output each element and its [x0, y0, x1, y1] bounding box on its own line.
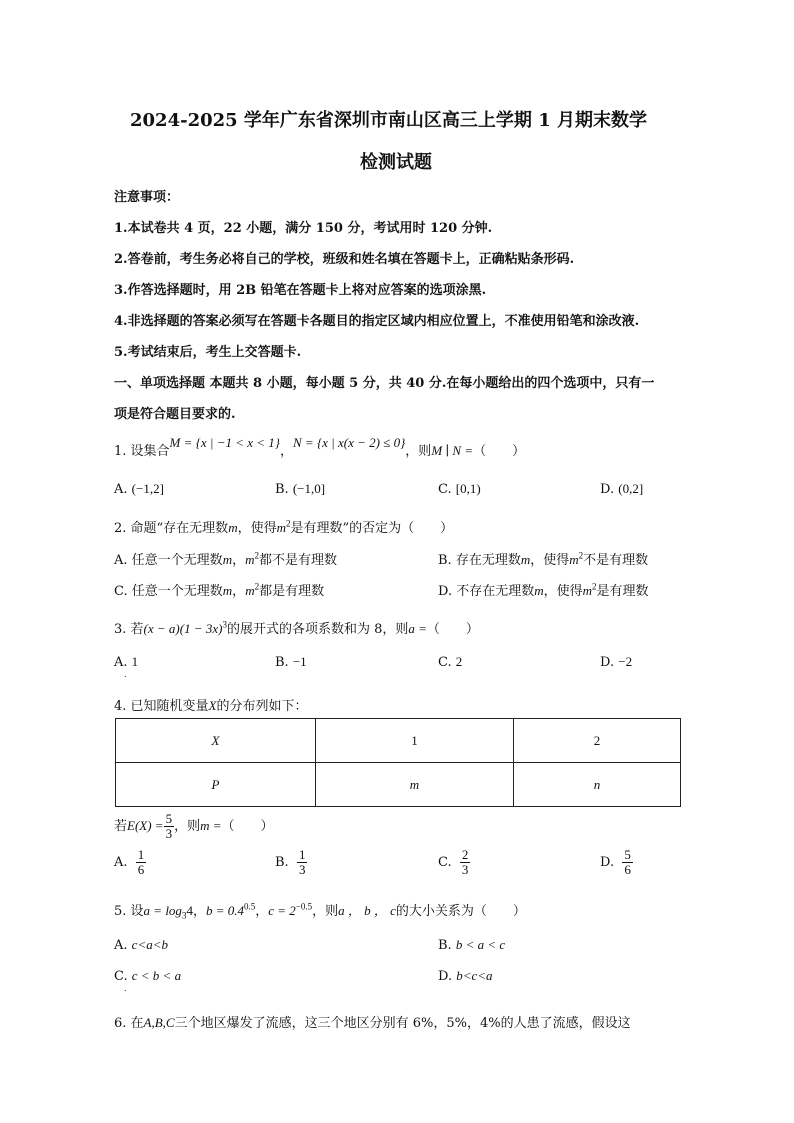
q5-option-b: B. b < a < c: [438, 937, 506, 953]
q3-option-c: C. 2: [438, 654, 463, 670]
note-item-3: 3.作答选择题时，用 2B 铅笔在答题卡上将对应答案的选项涂黑.: [114, 283, 487, 298]
page-title-line1: 2024-2025 学年广东省深圳市南山区高三上学期 1 月期末数学: [130, 110, 647, 131]
q5-option-c: C. c < b < a: [114, 968, 182, 984]
q1-option-a: A. (−1,2]: [114, 481, 164, 497]
page-title-line2: 检测试题: [360, 152, 432, 173]
q2-option-b: B. 存在无理数m，使得$m^2$不是有理数: [438, 550, 649, 568]
table-row: [116, 719, 681, 763]
stray-dot: .: [124, 670, 127, 679]
q4-option-b: B. $\frac{1}{3}$: [275, 847, 306, 877]
question-2-stem: 2. 命题“存在无理数m，使得$m^2$是有理数”的否定为（ ）: [114, 518, 454, 536]
question-3-stem: 3. 若$(x - a)(1 - 3x)^3$的展开式的各项系数和为 8，则a =（ ）: [114, 619, 479, 637]
table-cell: 1: [316, 719, 514, 763]
table-cell: 2: [514, 719, 681, 763]
q2-option-d: D. 不存在无理数m，使得$m^2$是有理数: [438, 581, 649, 599]
stray-dot: .: [124, 984, 127, 993]
set-n: N = {x | x(x − 2) ≤ 0}: [293, 435, 406, 450]
q5-option-a: A. c<a<b: [114, 937, 168, 953]
q3-option-b: B. −1: [275, 654, 307, 670]
question-5-stem: 5. 设$a = \log_34$，$b = 0.4^{0.5}$，$c = 2^{-0.5}$，则a ， b ， c的大小关系为（ ）: [114, 901, 526, 921]
section1-line2: 项是符合题目要求的.: [114, 407, 236, 422]
fraction: $\frac{5}{3}$: [165, 811, 173, 841]
q2-option-a: A. 任意一个无理数m，$m^2$都不是有理数: [114, 550, 337, 568]
note-item-2: 2.答卷前，考生务必将自己的学校，班级和姓名填在答题卡上，正确粘贴条形码.: [114, 252, 575, 267]
q2-option-c: C. 任意一个无理数m，$m^2$都是有理数: [114, 581, 325, 599]
q4-option-c: C. $\frac{2}{3}$: [438, 847, 469, 877]
q1-option-c: C. [0,1): [438, 481, 481, 497]
section1-bold: 一、单项选择题 本题共 8 小题，每小题 5 分，共 40 分.: [114, 376, 447, 391]
table-cell: X: [116, 719, 316, 763]
note-item-1: 1.本试卷共 4 页，22 小题，满分 150 分，考试用时 120 分钟.: [114, 221, 493, 236]
question-6-stem: 6. 在A,B,C三个地区爆发了流感，这三个地区分别有 6%，5%，4%的人患了流感，假设这: [114, 1015, 631, 1031]
section1-rest: 在每小题给出的四个选项中，只有一: [446, 376, 655, 391]
distribution-table: [115, 718, 681, 807]
table-cell: n: [514, 763, 681, 807]
table-cell: P: [116, 763, 316, 807]
q3-option-a: A. 1: [114, 654, 139, 670]
section1-heading: [114, 372, 654, 391]
notes-heading: 注意事项：: [114, 190, 180, 205]
q1-option-d: D. (0,2]: [600, 481, 644, 497]
q3-option-d: D. −2: [600, 654, 633, 670]
question-1-stem: 1. 设集合M = {x | −1 < x < 1}，N = {x | x(x − 2) ≤ 0}，则M ∣ N =（ ）: [114, 435, 526, 459]
note-item-4: 4.非选择题的答案必须写在答题卡各题目的指定区域内相应位置上，不准使用铅笔和涂改液.: [114, 314, 640, 329]
set-m: M = {x | −1 < x < 1}: [169, 435, 280, 450]
question-4-stem: 4. 已知随机变量X的分布列如下：: [114, 698, 308, 714]
question-4-condition: 若E(X) = $\frac{5}{3}$ ，则m =（ ）: [114, 811, 274, 841]
q4-option-d: D. $\frac{5}{6}$: [600, 847, 631, 877]
q1-option-b: B. (−1,0]: [275, 481, 326, 497]
note-item-5: 5.考试结束后，考生上交答题卡.: [114, 345, 302, 360]
q5-option-d: D. b<c<a: [438, 968, 493, 984]
table-row: [116, 763, 681, 807]
table-cell: m: [316, 763, 514, 807]
q4-option-a: A. $\frac{1}{6}$: [114, 847, 145, 877]
